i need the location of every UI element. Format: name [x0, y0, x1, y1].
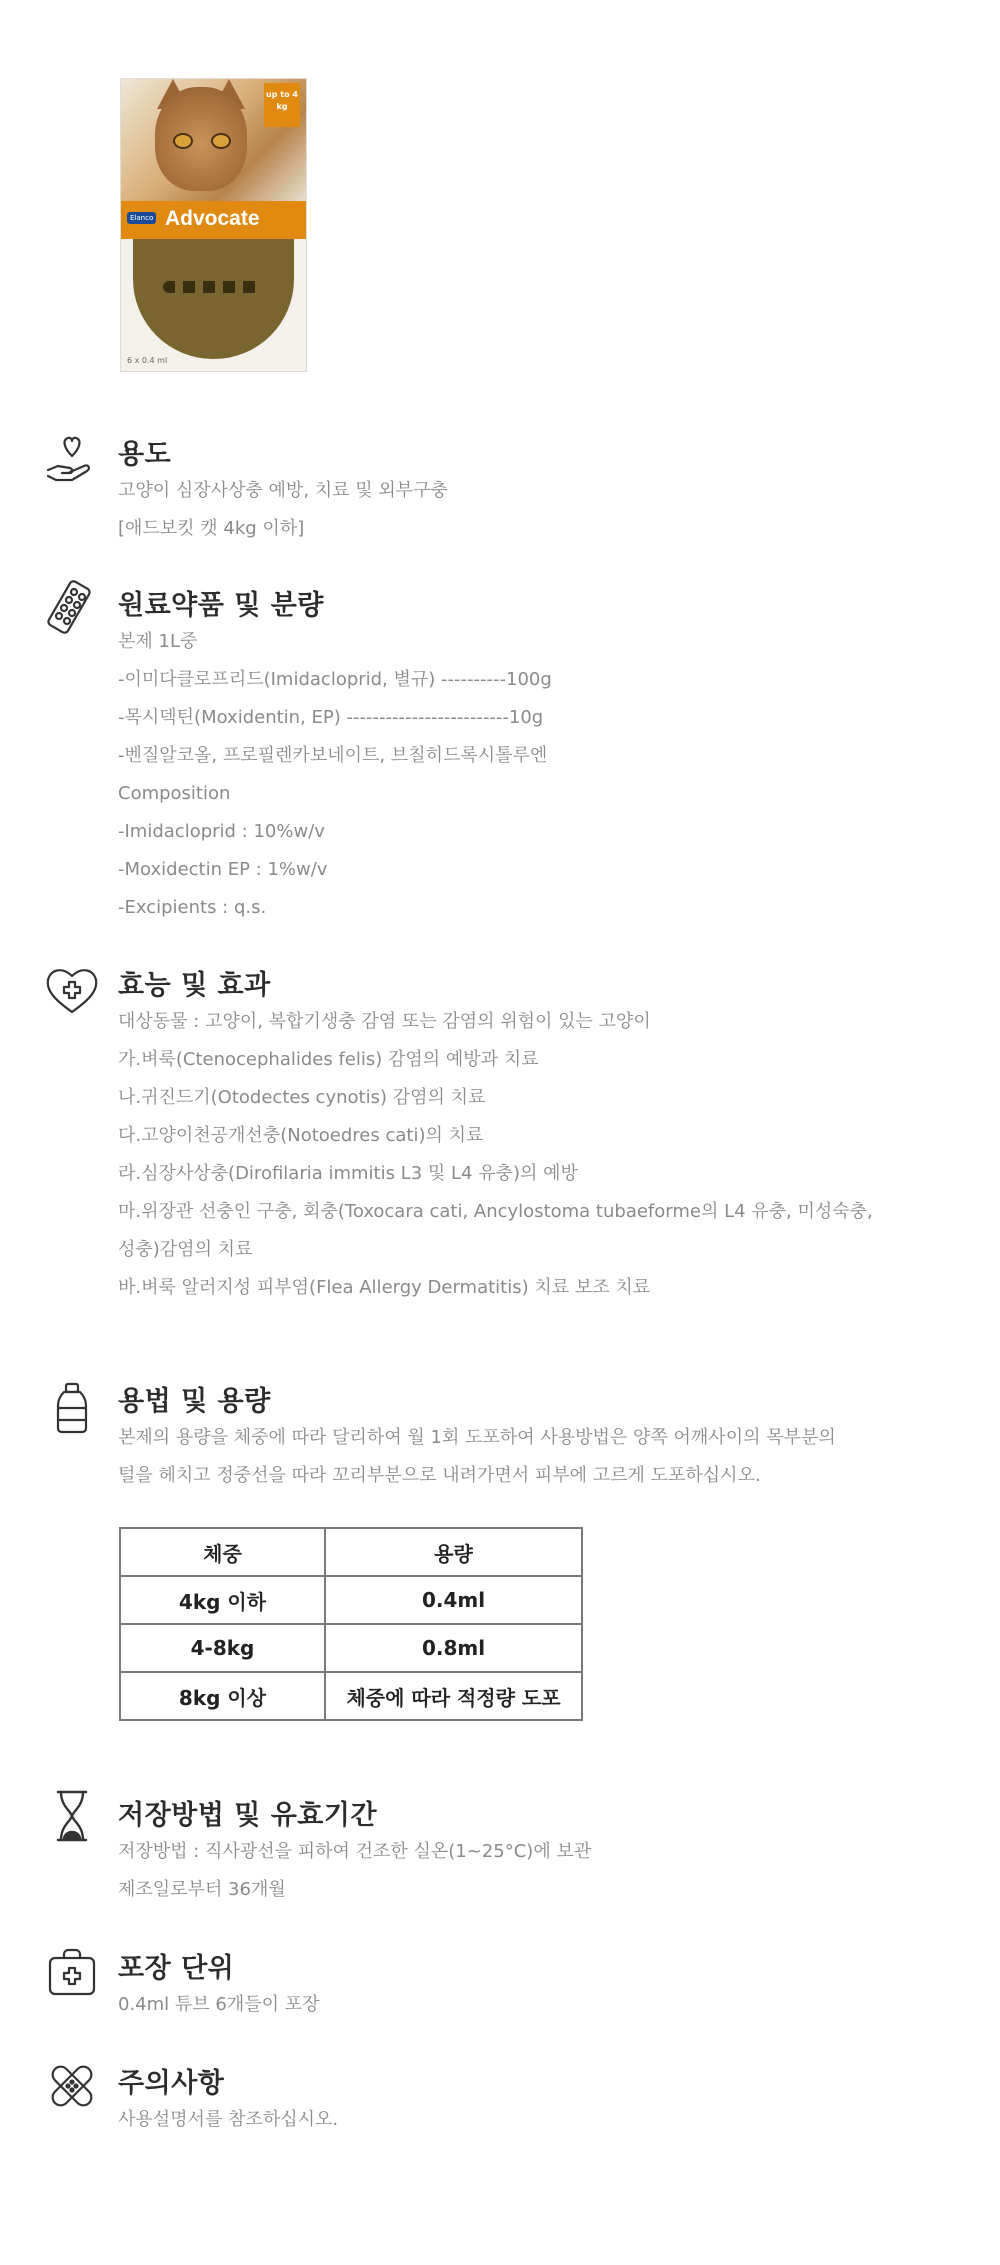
section-usage — [118, 438, 448, 548]
text-line: -벤질알코올, 프로필렌카보네이트, 브칠히드록시톨루엔 — [118, 745, 548, 766]
section-ingredients — [118, 589, 552, 927]
hand-heart-icon — [44, 432, 100, 488]
text-line: 가.벼룩(Ctenocephalides felis) 감염의 예방과 치료 — [118, 1049, 539, 1070]
table-cell: 0.4ml — [325, 1576, 582, 1624]
brand-band — [121, 201, 306, 239]
product-image — [120, 78, 307, 372]
first-aid-kit-icon — [44, 1944, 100, 2000]
text-line: 본제 1L중 — [118, 631, 198, 652]
text-line: -Imidacloprid : 10%w/v — [118, 821, 325, 842]
text-line: 0.4ml 튜브 6개들이 포장 — [118, 1994, 320, 2015]
shield-graphic — [133, 239, 294, 359]
section-title: 원료약품 및 분량 — [118, 590, 324, 621]
section-dosage — [118, 1385, 836, 1495]
section-title: 효능 및 효과 — [118, 970, 271, 1001]
bandage-icon — [44, 2058, 100, 2114]
table-cell: 0.8ml — [325, 1624, 582, 1672]
brand-name: Advocate — [165, 207, 260, 230]
table-cell: 4kg 이하 — [120, 1576, 325, 1624]
table-header-cell: 체중 — [120, 1528, 325, 1576]
section-storage — [118, 1799, 591, 1909]
text-line: 나.귀진드기(Otodectes cynotis) 감염의 치료 — [118, 1087, 486, 1108]
bottle-icon — [44, 1380, 100, 1436]
table-cell: 8kg 이상 — [120, 1672, 325, 1720]
cat-eye — [173, 133, 193, 149]
text-line: Composition — [118, 783, 231, 804]
text-line: -Moxidectin EP : 1%w/v — [118, 859, 328, 880]
table-row — [120, 1624, 582, 1672]
text-line: 바.벼룩 알러지성 피부염(Flea Allergy Dermatitis) 치료 보조 치료 — [118, 1277, 651, 1298]
text-line: 제조일로부터 36개월 — [118, 1879, 286, 1900]
table-row — [120, 1576, 582, 1624]
section-title: 주의사항 — [118, 2068, 225, 2099]
table-header-row — [120, 1528, 582, 1576]
text-line: 마.위장관 선충인 구충, 회충(Toxocara cati, Ancylostoma tubaeforme의 L4 유충, 미성숙충, — [118, 1201, 873, 1222]
cat-eye — [211, 133, 231, 149]
section-title: 저장방법 및 유효기간 — [118, 1800, 378, 1831]
heart-plus-icon — [44, 962, 100, 1018]
section-title: 용법 및 용량 — [118, 1386, 271, 1417]
section-caution — [118, 2067, 338, 2139]
hourglass-icon — [44, 1788, 100, 1844]
text-line: 사용설명서를 참조하십시오. — [118, 2109, 339, 2130]
text-line: [애드보킷 캣 4kg 이하] — [118, 518, 305, 539]
pill-blister-icon — [44, 578, 100, 634]
text-line: 털을 헤치고 정중선을 따라 꼬리부분으로 내려가면서 피부에 고르게 도포하십시오. — [118, 1465, 761, 1486]
section-packaging — [118, 1952, 320, 2024]
text-line: -이미다클로프리드(Imidacloprid, 별규) ----------100g — [118, 669, 552, 690]
text-line: 고양이 심장사상충 예방, 치료 및 외부구충 — [118, 480, 448, 501]
package-size: 6 x 0.4 ml — [127, 356, 168, 365]
table-row — [120, 1672, 582, 1720]
maker-logo: Elanco — [127, 212, 156, 224]
text-line: -Excipients : q.s. — [118, 897, 267, 918]
text-line: 저장방법 : 직사광선을 피하여 건조한 실온(1~25°C)에 보관 — [118, 1841, 592, 1862]
text-line: 대상동물 : 고양이, 복합기생충 감염 또는 감염의 위험이 있는 고양이 — [118, 1011, 651, 1032]
text-line: 라.심장사상충(Dirofilaria immitis L3 및 L4 유충)의 예방 — [118, 1163, 578, 1184]
text-line: -목시덱틴(Moxidentin, EP) -------------------------10g — [118, 707, 544, 728]
pictogram-row — [163, 281, 263, 293]
text-line: 성충)감염의 치료 — [118, 1239, 253, 1260]
section-efficacy — [118, 969, 873, 1307]
table-cell: 체중에 따라 적정량 도포 — [325, 1672, 582, 1720]
cat-photo — [121, 79, 306, 201]
table-cell: 4-8kg — [120, 1624, 325, 1672]
weight-badge: up to 4 kg — [264, 83, 300, 127]
cat-face — [155, 87, 247, 191]
table-header-cell: 용량 — [325, 1528, 582, 1576]
section-title: 포장 단위 — [118, 1953, 235, 1984]
section-title: 용도 — [118, 439, 172, 470]
text-line: 다.고양이천공개선충(Notoedres cati)의 치료 — [118, 1125, 484, 1146]
dosage-table — [119, 1527, 583, 1721]
text-line: 본제의 용량을 체중에 따라 달리하여 월 1회 도포하여 사용방법은 양쪽 어깨사이의 목부분의 — [118, 1427, 836, 1448]
